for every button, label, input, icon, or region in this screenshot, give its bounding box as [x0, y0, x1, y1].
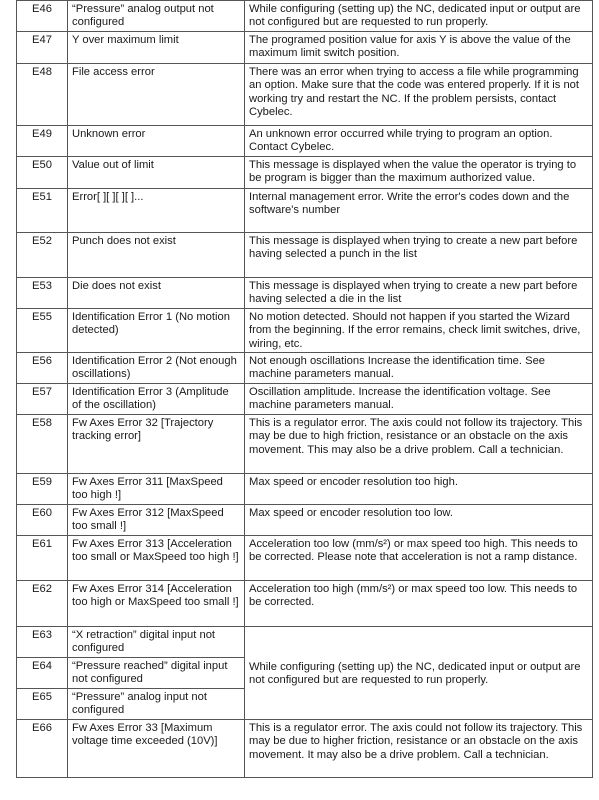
table-row: [17, 384, 593, 415]
error-description: Not enough oscillations Increase the identification time. See machine parameters manual.: [245, 353, 593, 384]
error-name: Unknown error: [68, 126, 245, 157]
error-name: File access error: [68, 64, 245, 126]
error-description: While configuring (setting up) the NC, dedicated input or output are not configured but are requested to run properly.: [245, 1, 593, 32]
error-code: E56: [17, 353, 68, 384]
error-name: Error[ ][ ][ ][ ]...: [68, 189, 245, 233]
error-code: E55: [17, 309, 68, 353]
error-code: E66: [17, 720, 68, 778]
error-description: There was an error when trying to access a file while programming an option. Make sure that the code was entered properly. If it is not working try and restart the NC. If the problem persists, contact Cybelec.: [245, 64, 593, 126]
error-description: This message is displayed when the value the operator is trying to be program is bigger than the maximum authorized value.: [245, 157, 593, 189]
error-description: Internal management error. Write the error's codes down and the software's number: [245, 189, 593, 233]
error-name: Identification Error 2 (Not enough oscillations): [68, 353, 245, 384]
error-description: This is a regulator error. The axis could not follow its trajectory. This may be due to higher friction, resistance or an obstacle on the axis movement. It may also be a drive problem. Call a technician.: [245, 720, 593, 778]
error-code: E50: [17, 157, 68, 189]
error-description: This is a regulator error. The axis could not follow its trajectory. This may be due to high friction, resistance or an obstacle on the axis movement. This may also be a drive problem. Call a technician.: [245, 415, 593, 474]
error-name: Fw Axes Error 32 [Trajectory tracking error]: [68, 415, 245, 474]
error-description: No motion detected. Should not happen if you started the Wizard from the beginning. If the error remains, check limit switches, drive, wiring, etc.: [245, 309, 593, 353]
error-description: Acceleration too high (mm/s²) or max speed too low. This needs to be corrected.: [245, 581, 593, 627]
table-row: [17, 309, 593, 353]
table-row: [17, 536, 593, 581]
error-code: E59: [17, 474, 68, 505]
error-code-table: [16, 0, 593, 778]
error-code: E53: [17, 278, 68, 309]
table-row: [17, 474, 593, 505]
error-code: E49: [17, 126, 68, 157]
table-row: [17, 415, 593, 474]
table-row: [17, 32, 593, 64]
error-description: The programed position value for axis Y is above the value of the maximum limit switch position.: [245, 32, 593, 64]
error-name: Identification Error 3 (Amplitude of the oscillation): [68, 384, 245, 415]
table-row: [17, 1, 593, 32]
error-description: This message is displayed when trying to create a new part before having selected a punch in the list: [245, 233, 593, 278]
error-name: Fw Axes Error 33 [Maximum voltage time exceeded (10V)]: [68, 720, 245, 778]
error-name: Fw Axes Error 312 [MaxSpeed too small !]: [68, 505, 245, 536]
error-code: E61: [17, 536, 68, 581]
error-name: Fw Axes Error 314 [Acceleration too high or MaxSpeed too small !]: [68, 581, 245, 627]
table-row: [17, 278, 593, 309]
error-name: Y over maximum limit: [68, 32, 245, 64]
error-description: This message is displayed when trying to create a new part before having selected a die in the list: [245, 278, 593, 309]
table-row: [17, 64, 593, 126]
error-code: E47: [17, 32, 68, 64]
error-description: Max speed or encoder resolution too low.: [245, 505, 593, 536]
error-description: Max speed or encoder resolution too high.: [245, 474, 593, 505]
error-name: Fw Axes Error 313 [Acceleration too small or MaxSpeed too high !]: [68, 536, 245, 581]
table-row: [17, 505, 593, 536]
error-code: E62: [17, 581, 68, 627]
table-row: [17, 233, 593, 278]
table-row: [17, 126, 593, 157]
error-name: Value out of limit: [68, 157, 245, 189]
error-name: Punch does not exist: [68, 233, 245, 278]
error-name: “Pressure” analog input not configured: [68, 689, 245, 720]
error-code: E65: [17, 689, 68, 720]
error-name: “Pressure reached” digital input not configured: [68, 658, 245, 689]
error-description: An unknown error occurred while trying to program an option. Contact Cybelec.: [245, 126, 593, 157]
table-row: [17, 581, 593, 627]
error-name: “Pressure” analog output not configured: [68, 1, 245, 32]
error-name: “X retraction” digital input not configured: [68, 627, 245, 658]
table-row: [17, 353, 593, 384]
error-code: E60: [17, 505, 68, 536]
error-code: E52: [17, 233, 68, 278]
error-code: E58: [17, 415, 68, 474]
error-description: Oscillation amplitude. Increase the identification voltage. See machine parameters manual.: [245, 384, 593, 415]
error-name: Die does not exist: [68, 278, 245, 309]
error-name: Identification Error 1 (No motion detected): [68, 309, 245, 353]
error-description: Acceleration too low (mm/s²) or max speed too high. This needs to be corrected. Please note that acceleration is not a ramp distance.: [245, 536, 593, 581]
error-code: E63: [17, 627, 68, 658]
error-code: E46: [17, 1, 68, 32]
table-row: [17, 189, 593, 233]
error-description: While configuring (setting up) the NC, dedicated input or output are not configured but are requested to run properly.: [245, 627, 593, 720]
error-code: E48: [17, 64, 68, 126]
table-row: [17, 157, 593, 189]
table-row: [17, 720, 593, 778]
error-code: E57: [17, 384, 68, 415]
table-row: [17, 627, 593, 658]
error-code: E51: [17, 189, 68, 233]
error-name: Fw Axes Error 311 [MaxSpeed too high !]: [68, 474, 245, 505]
error-code: E64: [17, 658, 68, 689]
